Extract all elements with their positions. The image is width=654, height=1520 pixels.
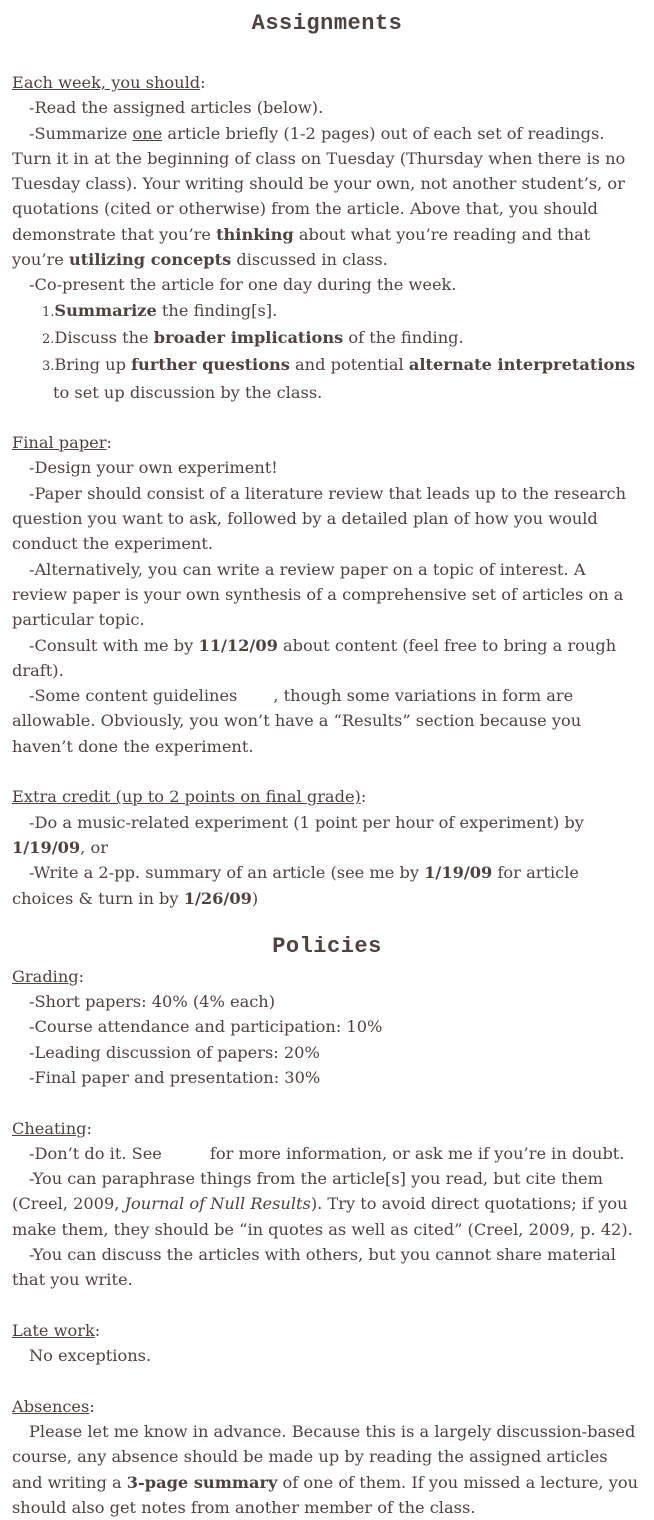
assignments-title: Assignments (251, 11, 403, 36)
policies-title: Policies (272, 933, 382, 959)
late-text: No exceptions. (29, 1346, 152, 1366)
final-paper: -Paper should consist of a literature review that leads up to the research question you want to ask, followed by a detailed plan of how you would conduct the experiment. (12, 483, 627, 554)
final-alternative: -Alternatively, you can write a review paper on a topic of interest. A review paper is your own synthesis of a comprehensive set of articles on a particular topic. (12, 559, 624, 630)
grading-item: -Course attendance and participation: 10% (29, 1017, 383, 1037)
step-discuss: 2.Discuss the broader implications of the finding. (42, 327, 464, 347)
final-heading: Final paper: (12, 433, 112, 453)
final-design: -Design your own experiment! (29, 458, 278, 478)
cheating-discuss: -You can discuss the articles with others, but you cannot share material that you write. (12, 1245, 616, 1290)
step-summarize: 1.Summarize the finding[s]. (42, 300, 278, 320)
copresent-steps (0, 298, 654, 405)
late-heading: Late work: (12, 1320, 101, 1340)
cheating-dont: -Don’t do it. See for more information, or ask me if you’re in doubt. (29, 1143, 625, 1163)
step-questions: 3.Bring up further questions and potential alternate interpretations to set up discussion by the class. (42, 355, 636, 402)
extra-heading: Extra credit (up to 2 points on final grade): (12, 787, 367, 807)
cheating-paraphrase: -You can paraphrase things from the article[s] you read, but cite them (Creel, 2009, Journal of Null Results). Try to avoid direct quotations; if you make them, they should be “in quotes as well as cited” (Creel, 2009, p. 42). (12, 1169, 633, 1239)
grading-heading: Grading: (12, 966, 85, 986)
grading-item: -Short papers: 40% (4% each) (29, 992, 276, 1012)
final-guidelines: -Some content guidelines , though some variations in form are allowable. Obviously, you won’t have a “Results” section because you haven’t done the experiment. (12, 686, 582, 756)
absences-heading: Absences: (12, 1396, 95, 1416)
grading-item: -Leading discussion of papers: 20% (29, 1042, 320, 1062)
extra-music: -Do a music-related experiment (1 point per hour of experiment) by 1/19/09, or (12, 812, 584, 857)
weekly-read: -Read the assigned articles (below). (29, 98, 324, 118)
absences-text: Please let me know in advance. Because this is a largely discussion-based course, any absence should be made up by reading the assigned articles and writing a 3-page summary of one of them. If you missed a lecture, you should also get notes from another member of the class. (12, 1422, 639, 1518)
weekly-summarize: -Summarize one article briefly (1-2 pages) out of each set of readings. Turn it in at the beginning of class on Tuesday (Thursday when there is no Tuesday class). Your writing should be your own, not another student’s, or quotations (cited or otherwise) from the article. Above that, you should demonstrate that you’re thinking about what you’re reading and that you’re utilizing concepts discussed in class. (12, 123, 626, 270)
final-consult: -Consult with me by 11/12/09 about content (feel free to bring a rough draft). (12, 635, 617, 680)
weekly-heading: Each week, you should: (12, 73, 206, 92)
grading-item: -Final paper and presentation: 30% (29, 1067, 321, 1087)
extra-write: -Write a 2-pp. summary of an article (see me by 1/19/09 for article choices & turn in by 1/26/09) (12, 863, 579, 908)
weekly-copresent: -Co-present the article for one day during the week. (29, 275, 457, 295)
cheating-heading: Cheating: (12, 1118, 92, 1138)
